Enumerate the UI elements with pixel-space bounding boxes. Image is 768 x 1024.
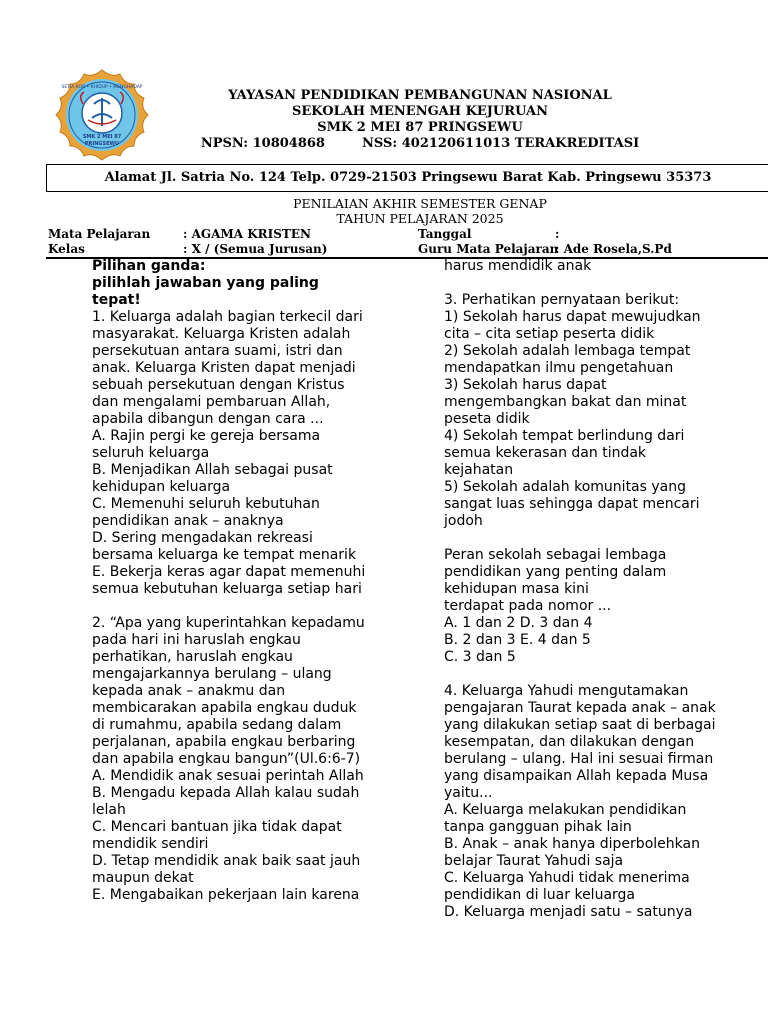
school-address: Alamat Jl. Satria No. 124 Telp. 0729-21503 Pringsewu Barat Kab. Pringsewu 35373	[104, 170, 712, 185]
logo-school-name: SMK 2 MEI 87	[82, 134, 122, 140]
text-line: masyarakat. Keluarga Kristen adalah	[92, 326, 351, 342]
npsn-number: NPSN: 10804868	[200, 136, 325, 151]
letterhead	[170, 88, 670, 152]
text-line: mengembangkan bakat dan minat	[444, 394, 687, 410]
text-line: sebuah persekutuan dengan Kristus	[92, 377, 345, 393]
text-line: Pilihan ganda:	[92, 258, 206, 274]
text-line: seluruh keluarga	[92, 445, 210, 461]
text-line: lelah	[92, 802, 126, 818]
text-line: harus mendidik anak	[444, 258, 592, 274]
text-line: tepat!	[92, 292, 141, 308]
text-line: perhatikan, haruslah engkau	[92, 649, 293, 665]
left-column	[92, 258, 412, 904]
text-line: B. 2 dan 3 E. 4 dan 5	[444, 632, 591, 648]
class-value: : X / (Semua Jurusan)	[183, 242, 328, 256]
text-line: bersama keluarga ke tempat menarik	[92, 547, 357, 563]
text-line: 3. Perhatikan pernyataan berikut:	[444, 292, 680, 308]
text-line: 4. Keluarga Yahudi mengutamakan	[444, 683, 689, 699]
class-label: Kelas	[48, 242, 85, 256]
nss-number: NSS: 402120611013 TERAKREDITASI	[362, 136, 640, 151]
exam-title: PENILAIAN AKHIR SEMESTER GENAP	[293, 196, 547, 211]
text-line: C. 3 dan 5	[444, 649, 516, 665]
text-line: yang disampaikan Allah kepada Musa	[444, 768, 709, 784]
text-line: mendidik sendiri	[92, 836, 209, 852]
text-line: A. 1 dan 2 D. 3 dan 4	[444, 615, 593, 631]
exam-year: TAHUN PELAJARAN 2025	[336, 211, 504, 226]
text-line: persekutuan antara suami, istri dan	[92, 343, 343, 359]
teacher-label: Guru Mata Pelajaran	[418, 242, 559, 256]
text-line: dan apabila engkau bangun”(Ul.6:6-7)	[92, 751, 361, 767]
text-line: D. Tetap mendidik anak baik saat jauh	[92, 853, 361, 869]
text-line: Peran sekolah sebagai lembaga	[444, 547, 667, 563]
text-line: 2) Sekolah adalah lembaga tempat	[444, 343, 691, 359]
text-line: 4) Sekolah tempat berlindung dari	[444, 428, 685, 444]
text-line: mendapatkan ilmu pengetahuan	[444, 360, 674, 376]
text-line: 3) Sekolah harus dapat	[444, 377, 607, 393]
text-line: pengajaran Taurat kepada anak – anak	[444, 700, 716, 716]
subject-value: : AGAMA KRISTEN	[183, 227, 311, 241]
school-logo	[50, 68, 154, 162]
logo-ring-text: SETIA KOR • KHIDUP • MENGHADAP	[61, 85, 143, 90]
text-line: 2. “Apa yang kuperintahkan kepadamu	[92, 615, 365, 631]
exam-heading	[170, 196, 670, 226]
text-line: A. Mendidik anak sesuai perintah Allah	[92, 768, 364, 784]
text-line: semua kekerasan dan tindak	[444, 445, 647, 461]
text-line: kejahatan	[444, 462, 514, 478]
text-line: sangat luas sehingga dapat mencari	[444, 496, 700, 512]
text-line: dan mengalami pembaruan Allah,	[92, 394, 331, 410]
text-line: cita – cita setiap peserta didik	[444, 326, 655, 342]
text-line: pada hari ini haruslah engkau	[92, 632, 301, 648]
text-line: pendidikan di luar keluarga	[444, 887, 636, 903]
text-line: terdapat pada nomor ...	[444, 598, 612, 614]
text-line: tanpa gangguan pihak lain	[444, 819, 632, 835]
text-line: C. Mencari bantuan jika tidak dapat	[92, 819, 342, 835]
text-line: 5) Sekolah adalah komunitas yang	[444, 479, 687, 495]
text-line: maupun dekat	[92, 870, 194, 886]
date-label: Tanggal	[418, 227, 472, 241]
text-line: kehidupan masa kini	[444, 581, 589, 597]
text-line: C. Memenuhi seluruh kebutuhan	[92, 496, 320, 512]
text-line: kesempatan, dan dilakukan dengan	[444, 734, 695, 750]
text-line: pilihlah jawaban yang paling	[92, 275, 319, 291]
text-line: 1) Sekolah harus dapat mewujudkan	[444, 309, 701, 325]
subject-label: Mata Pelajaran	[48, 227, 151, 241]
text-line: membicarakan apabila engkau duduk	[92, 700, 357, 716]
text-line	[444, 530, 764, 547]
text-line: D. Keluarga menjadi satu – satunya	[444, 904, 693, 920]
text-line: kepada anak – anakmu dan	[92, 683, 286, 699]
text-line: mengajarkannya berulang – ulang	[92, 666, 332, 682]
text-line	[444, 275, 764, 292]
text-line: semua kebutuhan keluarga setiap hari	[92, 581, 362, 597]
text-line: pendidikan anak – anaknya	[92, 513, 284, 529]
teacher-value: : Ade Rosela,S.Pd	[555, 242, 672, 256]
text-line: B. Menjadikan Allah sebagai pusat	[92, 462, 333, 478]
text-line: D. Sering mengadakan rekreasi	[92, 530, 313, 546]
school-ids	[170, 136, 670, 152]
text-line: peseta didik	[444, 411, 530, 427]
school-type: SEKOLAH MENENGAH KEJURUAN	[292, 104, 548, 119]
right-column	[444, 258, 764, 921]
text-line: belajar Taurat Yahudi saja	[444, 853, 624, 869]
school-name: SMK 2 MEI 87 PRINGSEWU	[317, 120, 523, 135]
address-box	[46, 164, 768, 192]
text-line: A. Rajin pergi ke gereja bersama	[92, 428, 321, 444]
text-line	[92, 598, 412, 615]
text-line: yang dilakukan setiap saat di berbagai	[444, 717, 716, 733]
logo-city-name: PRINGSEWU	[84, 141, 120, 147]
text-line: yaitu...	[444, 785, 493, 801]
text-line: perjalanan, apabila engkau berbaring	[92, 734, 356, 750]
text-line: apabila dibangun dengan cara ...	[92, 411, 324, 427]
date-value: :	[555, 227, 560, 241]
text-line: pendidikan yang penting dalam	[444, 564, 667, 580]
text-line	[444, 666, 764, 683]
text-line: A. Keluarga melakukan pendidikan	[444, 802, 687, 818]
text-line: E. Mengabaikan pekerjaan lain karena	[92, 887, 360, 903]
text-line: C. Keluarga Yahudi tidak menerima	[444, 870, 690, 886]
text-line: kehidupan keluarga	[92, 479, 231, 495]
text-line: B. Anak – anak hanya diperbolehkan	[444, 836, 700, 852]
text-line: E. Bekerja keras agar dapat memenuhi	[92, 564, 366, 580]
text-line: B. Mengadu kepada Allah kalau sudah	[92, 785, 360, 801]
text-line: anak. Keluarga Kristen dapat menjadi	[92, 360, 356, 376]
text-line: 1. Keluarga adalah bagian terkecil dari	[92, 309, 363, 325]
text-line: di rumahmu, apabila sedang dalam	[92, 717, 342, 733]
text-line: berulang – ulang. Hal ini sesuai firman	[444, 751, 714, 767]
foundation-name: YAYASAN PENDIDIKAN PEMBANGUNAN NASIONAL	[228, 88, 612, 103]
text-line: jodoh	[444, 513, 483, 529]
